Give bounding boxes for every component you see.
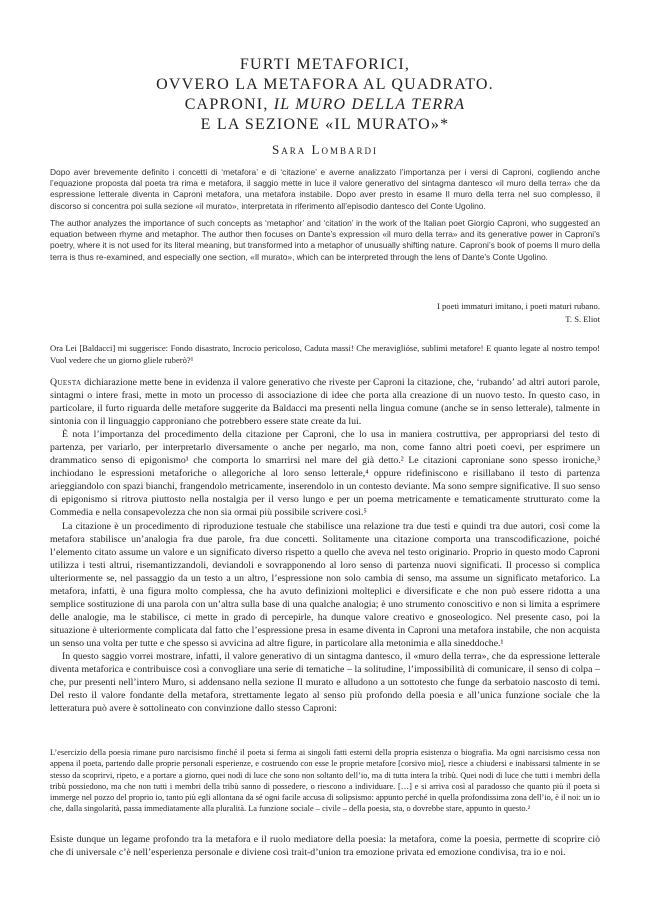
title-line-3 xyxy=(0,95,650,115)
paragraph-4: In questo saggio vorrei mostrare, infatti, il valore generativo di un sintagma dantesco, il «muro della terra», che da espressione letterale diventa metaforica e contribuisce così a convogliare una serie di tematiche – la solitudine, l’impossibilità di comunicare, il senso di colpa – che, pur presenti nell’intero Muro, si addensano nella sezione Il murato e alludono a un sottotesto che funge da serbatoio nascosto di temi. Del resto il valore fondante della metafora, strettamente legato al senso più profondo della poesia e all’unica funzione sociale che la letteratura può avere è sottolineato con convinzione dallo stesso Caproni: xyxy=(50,650,600,715)
epigraph xyxy=(300,300,600,326)
paragraph-3: La citazione è un procedimento di riproduzione testuale che stabilisce una relazione tra due testi e quindi tra due autori, così come la metafora stabilisce un’analogia fra due parole, fra due concetti. Solitamente una citazione comporta una transcodificazione, poiché l’elemento citato assume un valore e un significato diverso rispetto a quello che aveva nel testo originario. Proprio in questo modo Caproni utilizza i testi altrui, risemantizzandoli, deviandoli e sovrapponendo al loro senso di partenza nuovi significati. Il processo si complica ulteriormente se, nel passaggio da un testo a un altro, l’espressione non solo cambia di senso, ma assume un significato metaforico. La metafora, infatti, è una figura molto complessa, che ha avuto definizioni molteplici e diversificate e che non può essere ridotta a una semplice sostituzione di una parola con un’altra sulla base di una qualche analogia; è uno strumento conoscitivo e non si limita a esprimere delle analogie, ma le stabilisce, ci mette in grado di percepirle, ha dunque valore creativo e gnoseologico. Nel presente caso, poi la situazione è ulteriormente complicata dal fatto che l’espressione presa in esame diventa in Caproni una metafora instabile, che non acquista un senso una volta per tutte e che spesso si avvicina ad altre figure, in particolare alla metonimia e alla sineddoche.¹ xyxy=(50,520,600,649)
title-line-2: OVVERO LA METAFORA AL QUADRATO. xyxy=(156,76,494,93)
paragraph-1-lead: Questa xyxy=(50,377,82,388)
title-line-3-italic: IL MURO DELLA TERRA xyxy=(273,96,466,113)
paragraph-1 xyxy=(50,376,600,428)
abstract-italian: Dopo aver brevemente definito i concetti di ‘metafora’ e di ‘citazione’ e averne analizzato l’importanza per i versi di Caproni, cogliendo anche l’equazione proposta dal poeta tra rima e metafora, il saggio mette in luce il valore generativo del sintagma dantesco «il muro della terra» che da espressione letterale diventa in Caproni metafora, una metafora instabile. Dopo aver presto in esame Il muro della terra nel suo complesso, il discorso si concentra poi sulla sezione «il murato», interpretata in riferimento all’episodio dantesco del Conte Ugolino. xyxy=(50,167,600,211)
author-name: Sara Lombardi xyxy=(272,142,378,157)
block-quote-baldacci: Ora Lei [Baldacci] mi suggerisce: Fondo disastrato, Incrocio pericoloso, Caduta massi! Che meraviglióse, sublimi metafore! E quanto legate al nostro tempo! Vuol vedere che un giorno gliele ruberò?¹ xyxy=(50,343,600,365)
paragraph-1-text: dichiarazione mette bene in evidenza il valore generativo che riveste per Caproni la citazione, che, ‘rubando’ ad altri autori parole, sintagmi o intere frasi, mette in moto un processo di associazione di idee che porta alla creazione di un nuovo testo. In questo caso, in particolare, il furto riguarda delle metafore suggerite da Baldacci ma presenti nella lingua comune (anche se in senso letterale), talmente in sintonia con il linguaggio capproniano che potrebbero essere state create da lui. xyxy=(50,377,600,428)
article-title xyxy=(0,55,650,135)
title-line-1: FURTI METAFORICI, xyxy=(239,56,411,73)
paragraph-5: Esiste dunque un legame profondo tra la metafora e il ruolo mediatore della poesia: la metafora, come la poesia, permette di scoprire ciò che di universale c’è nell’esperienza personale e diviene così trait-d’union tra emozione privata ed emozione condivisa, tra io e noi. xyxy=(50,834,600,859)
paragraph-2: È nota l’importanza del procedimento della citazione per Caproni, che lo usa in maniera costruttiva, per appropriarsi del testo di partenza, per variarlo, per interpretarlo diversamente o anche per negarlo, ma non, come fanno altri poeti coevi, per esprimere un drammatico senso di epigonismo¹ che comporta lo smarrirsi nel mare del già detto.² Le citazioni caproniane sono spesso ironiche,³ inchiodano le espressioni metaforiche o allegoriche al loro senso letterale,⁴ oppure ridefiniscono e risillabano il testo di partenza arieggiandolo con spazi bianchi, frangendolo metricamente, inserendolo in un contesto deviante. Ma sono sempre significative. Il suo senso di epigonismo si ritrova piuttosto nella nostalgia per il verso lungo e per un poema metricamente e tematicamente strutturato come la Commedia e nella consapevolezza che non sia ormai più possibile scrivere così.⁵ xyxy=(50,429,600,519)
title-line-4: E LA SEZIONE «IL MURATO»* xyxy=(200,116,450,133)
title-line-3-lead: CAPRONI, xyxy=(184,96,274,113)
epigraph-source: T. S. Eliot xyxy=(565,314,600,324)
abstract-english: The author analyzes the importance of such concepts as ‘metaphor’ and ‘citation’ in the work of the Italian poet Giorgio Caproni, who suggested an equation between rhyme and metaphor. The author then focuses on Dante’s expression «il muro della terra» and its generative power in Caproni’s poetry, where it is not used for its literal meaning, but transformed into a metaphor of unusually shifting nature. Caproni’s book of poems Il muro della terra is thus re-examined, and especially one section, «Il murato», which can be interpreted through the lens of Dante’s Conte Ugolino. xyxy=(50,218,600,262)
epigraph-text: I poeti immaturi imitano, i poeti maturi rubano. xyxy=(436,301,600,311)
body-text xyxy=(50,376,600,715)
body-text-closing xyxy=(50,833,600,859)
block-quote-caproni: L’esercizio della poesia rimane puro narcisismo finché il poeta si ferma ai singoli fatti esterni della propria esistenza o biografia. Ma ogni narcisismo cessa non appena il poeta, partendo dalle proprie personali esperienze, e costruendo con esse le proprie metafore [corsivo mio], riesce a chiudersi e inabissarsi talmente in se stesso da scoprirvi, ripeto, e a portare a giorno, quei nodi di luce che sono non soltanto dell’io, ma di tutta intera la tribù. Quei nodi di luce che tutti i membri della tribù possiedono, ma che non tutti i membri della tribù sanno di possedere, o riescono a individuare. […] e si arriva così al paradosso che quanto più il poeta si immerge nel pozzo del proprio io, tanto più egli allontana da sé ogni facile accusa di solipsismo: appunto perché in quella profondissima zona dell’io, è il noi: un io che, dalla singolarità, passa immediatamente alla pluralità. La funzione sociale – civile – della poesia, sta, o dovrebbe stare, appunto in questo.² xyxy=(50,748,600,814)
